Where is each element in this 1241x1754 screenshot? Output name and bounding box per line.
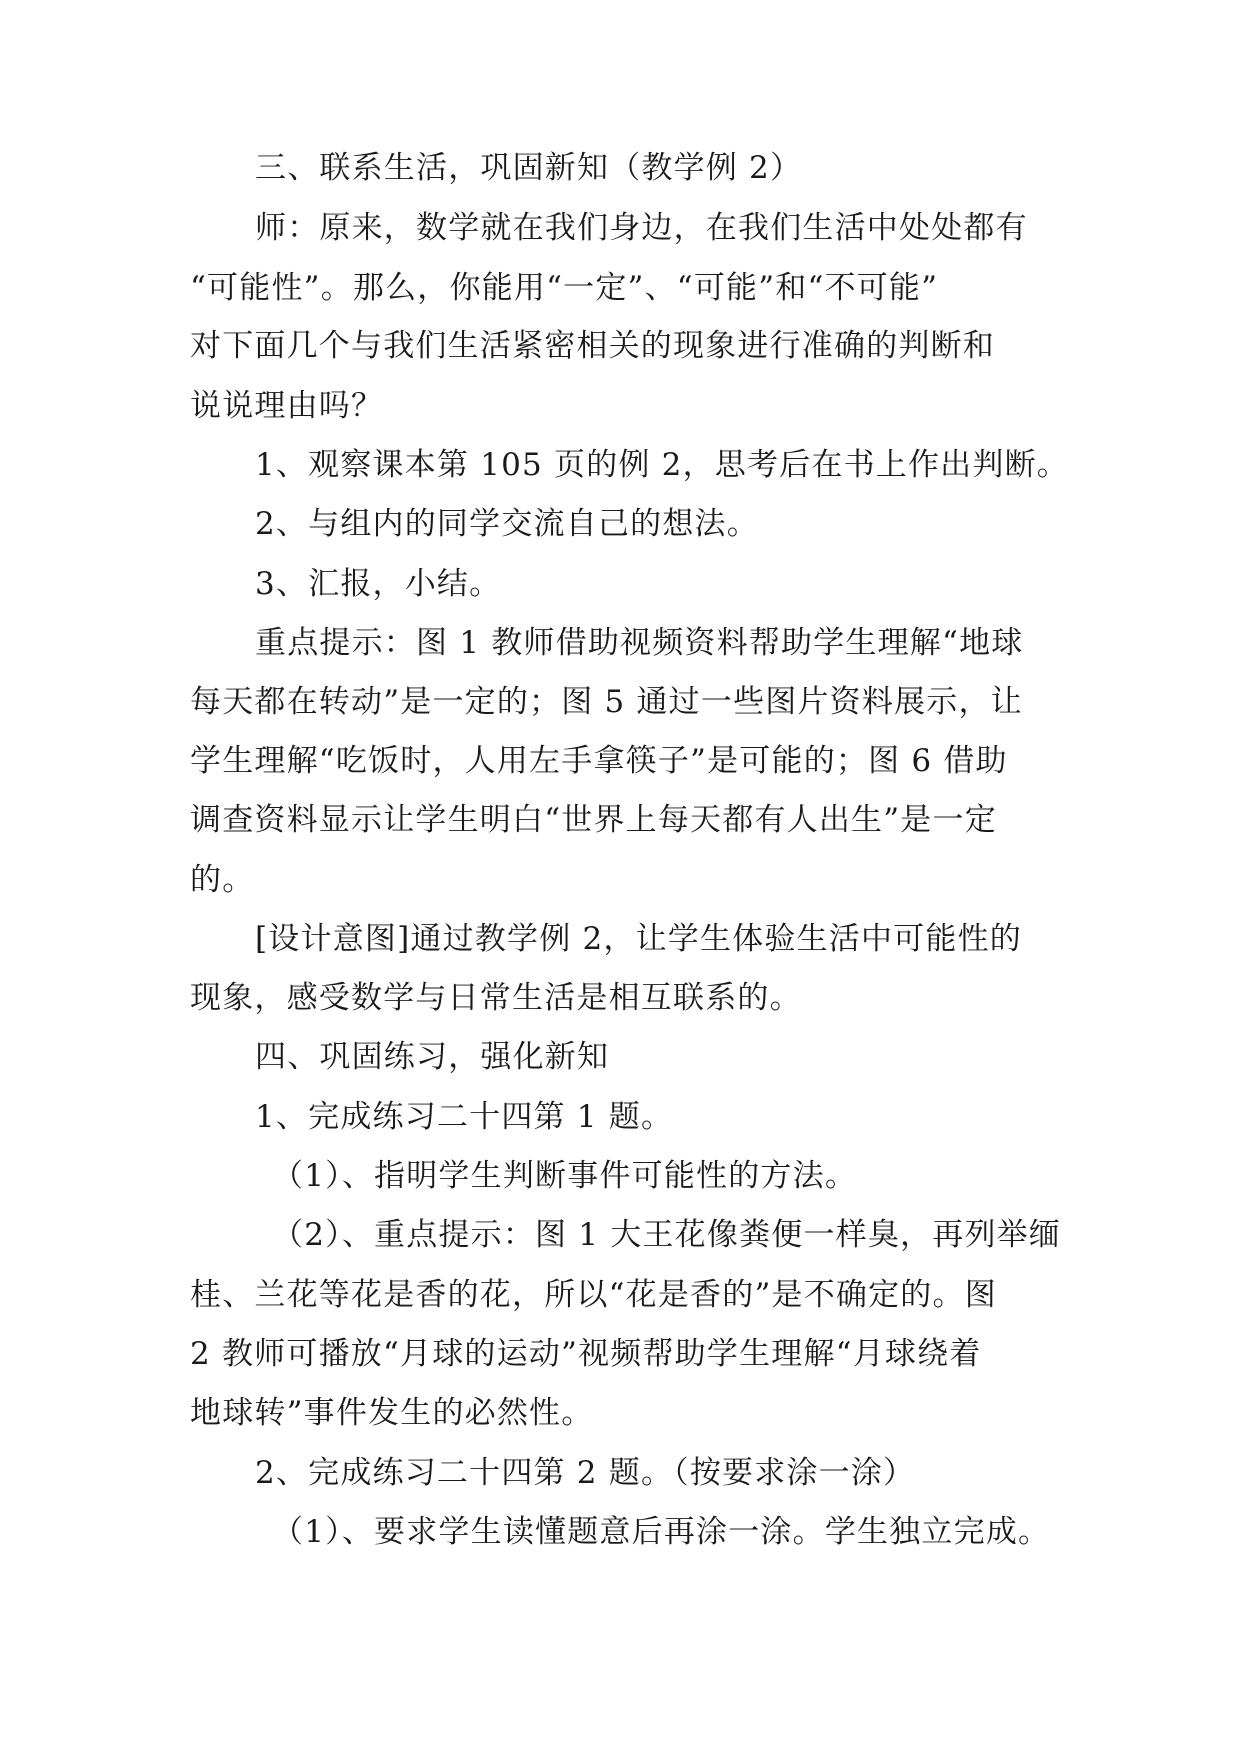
list-item: 3、汇报，小结。 [255,566,502,602]
paragraph-line: 学生理解“吃饭时，人用左手拿筷子”是可能的；图 6 借助 [190,743,1008,779]
paragraph-line: [设计意图]通过教学例 2，让学生体验生活中可能性的 [255,921,1022,957]
paragraph-line: 说说理由吗？ [190,388,384,424]
sub-list-item: （2）、重点提示：图 1 大王花像粪便一样臭，再列举缅 [272,1217,1062,1253]
paragraph-line: 的。 [190,862,255,898]
list-item: 2、与组内的同学交流自己的想法。 [255,506,759,542]
paragraph-line: 2 教师可播放“月球的运动”视频帮助学生理解“月球绕着 [190,1336,982,1372]
list-item: 1、完成练习二十四第 1 题。 [255,1099,674,1135]
paragraph-line: “可能性”。那么，你能用“一定”、“可能”和“不可能” [190,270,939,306]
sub-list-item: （1）、要求学生读懂题意后再涂一涂。学生独立完成。 [272,1514,1051,1550]
section-heading-3: 三、联系生活，巩固新知（教学例 2） [255,150,803,186]
section-heading-4: 四、巩固练习，强化新知 [255,1039,610,1075]
paragraph-line: 桂、兰花等花是香的花，所以“花是香的”是不确定的。图 [190,1277,997,1313]
paragraph-line: 对下面几个与我们生活紧密相关的现象进行准确的判断和 [190,328,995,364]
paragraph-line: 师：原来，数学就在我们身边，在我们生活中处处都有 [255,210,1028,246]
paragraph-line: 重点提示：图 1 教师借助视频资料帮助学生理解“地球 [255,625,1024,661]
paragraph-line: 现象，感受数学与日常生活是相互联系的。 [190,980,802,1016]
list-item: 1、观察课本第 105 页的例 2，思考后在书上作出判断。 [255,447,1069,483]
sub-list-item: （1）、指明学生判断事件可能性的方法。 [272,1158,858,1194]
paragraph-line: 调查资料显示让学生明白“世界上每天都有人出生”是一定 [190,802,997,838]
paragraph-line: 每天都在转动”是一定的；图 5 通过一些图片资料展示，让 [190,684,1023,720]
paragraph-line: 地球转”事件发生的必然性。 [190,1395,594,1431]
list-item: 2、完成练习二十四第 2 题。（按要求涂一涂） [255,1455,916,1491]
